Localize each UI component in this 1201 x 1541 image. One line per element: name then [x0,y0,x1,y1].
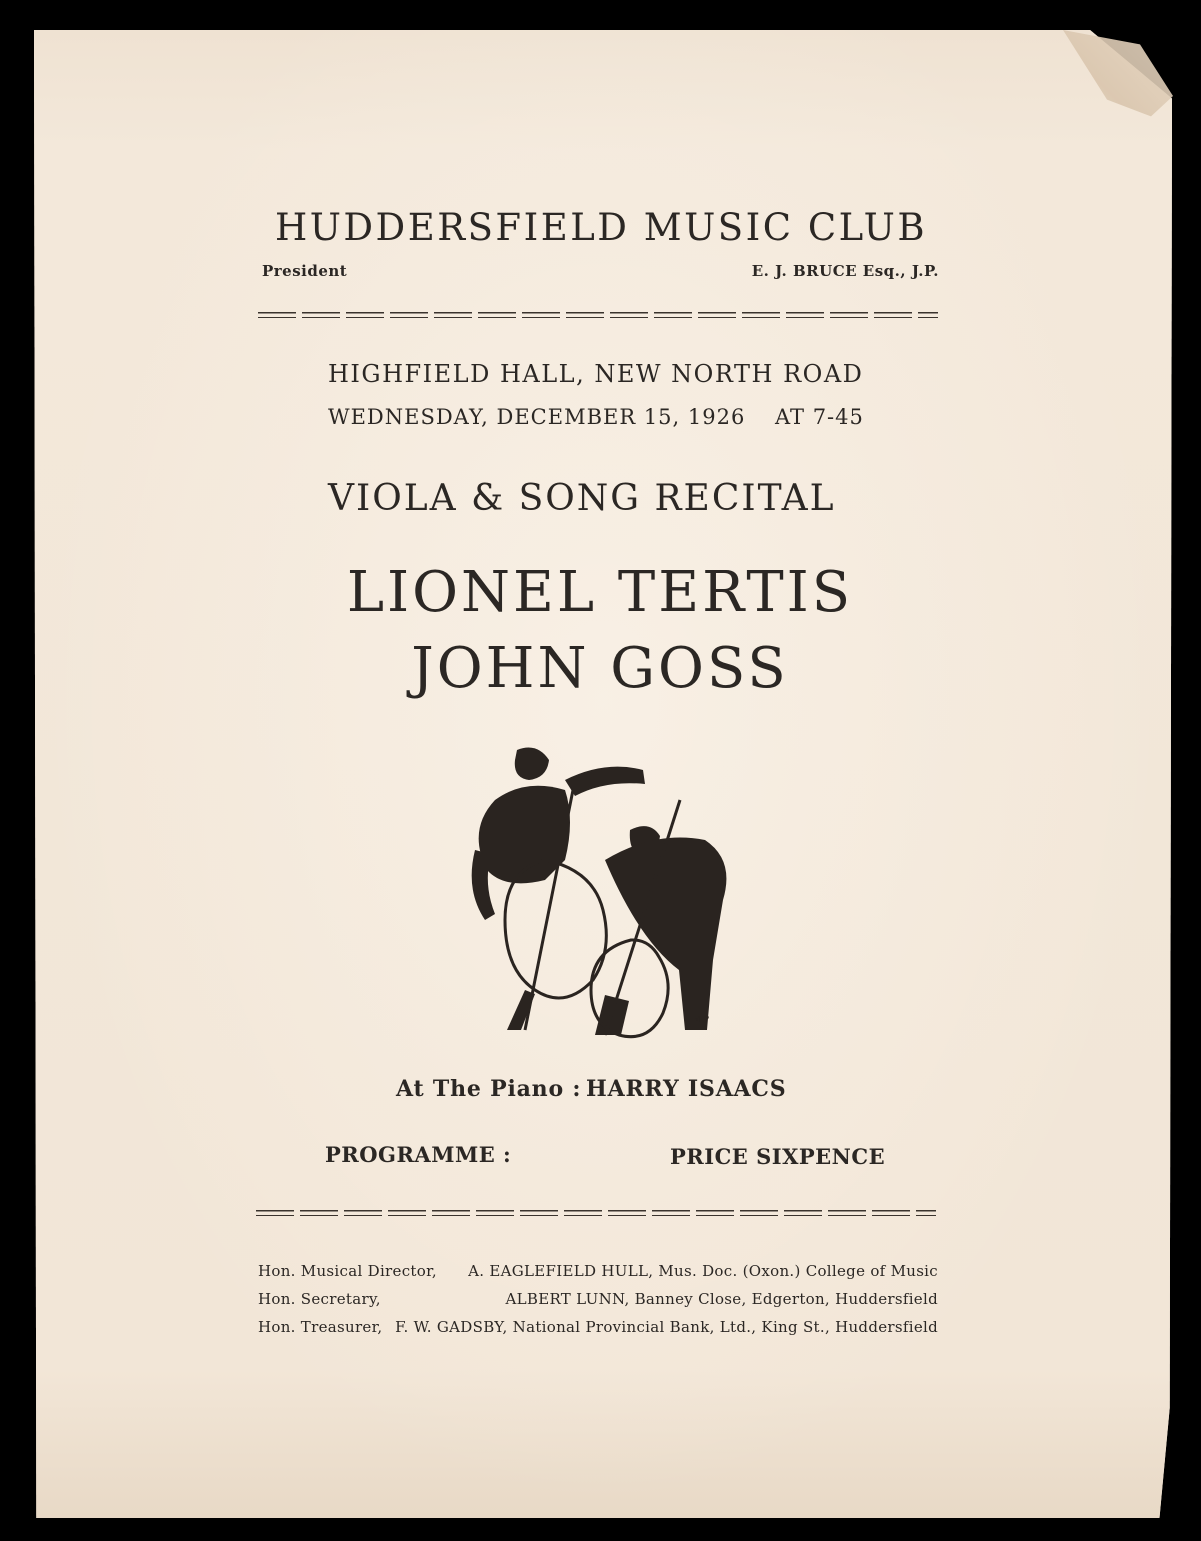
officer-detail: ALBERT LUNN, Banney Close, Edgerton, Huddersfield [505,1290,938,1308]
event-time: AT 7-45 [775,405,864,429]
officer-detail: A. EAGLEFIELD HULL, Mus. Doc. (Oxon.) College of Music [468,1262,938,1280]
president-name: E. J. BRUCE Esq., J.P. [751,262,939,280]
cellists-illustration [455,740,745,1040]
performer-name: JOHN GOSS [411,636,789,701]
piano-label: At The Piano : [396,1076,582,1102]
recital-title: VIOLA & SONG RECITAL [328,478,836,519]
bottom-divider [256,1210,936,1216]
president-label: President [262,262,348,280]
top-divider [258,312,938,318]
programme-label: PROGRAMME : [325,1142,512,1167]
venue-text: HIGHFIELD HALL, NEW NORTH ROAD [328,360,864,388]
club-title: HUDDERSFIELD MUSIC CLUB [274,206,928,249]
officer-role: Hon. Musical Director, [258,1262,437,1280]
officer-line [258,1290,938,1310]
performer-name: LIONEL TERTIS [346,560,854,625]
event-date: WEDNESDAY, DECEMBER 15, 1926 [328,405,746,429]
figure-head [515,748,549,780]
officer-role: Hon. Secretary, [258,1290,381,1308]
pianist-name: HARRY ISAACS [586,1076,787,1102]
officer-line [258,1318,938,1338]
officer-line [258,1262,938,1282]
officer-detail: F. W. GADSBY, National Provincial Bank, Ltd., King St., Huddersfield [395,1318,938,1336]
officer-role: Hon. Treasurer, [258,1318,383,1336]
price-text: PRICE SIXPENCE [670,1144,886,1169]
artist-signature: M.P [693,1015,710,1025]
